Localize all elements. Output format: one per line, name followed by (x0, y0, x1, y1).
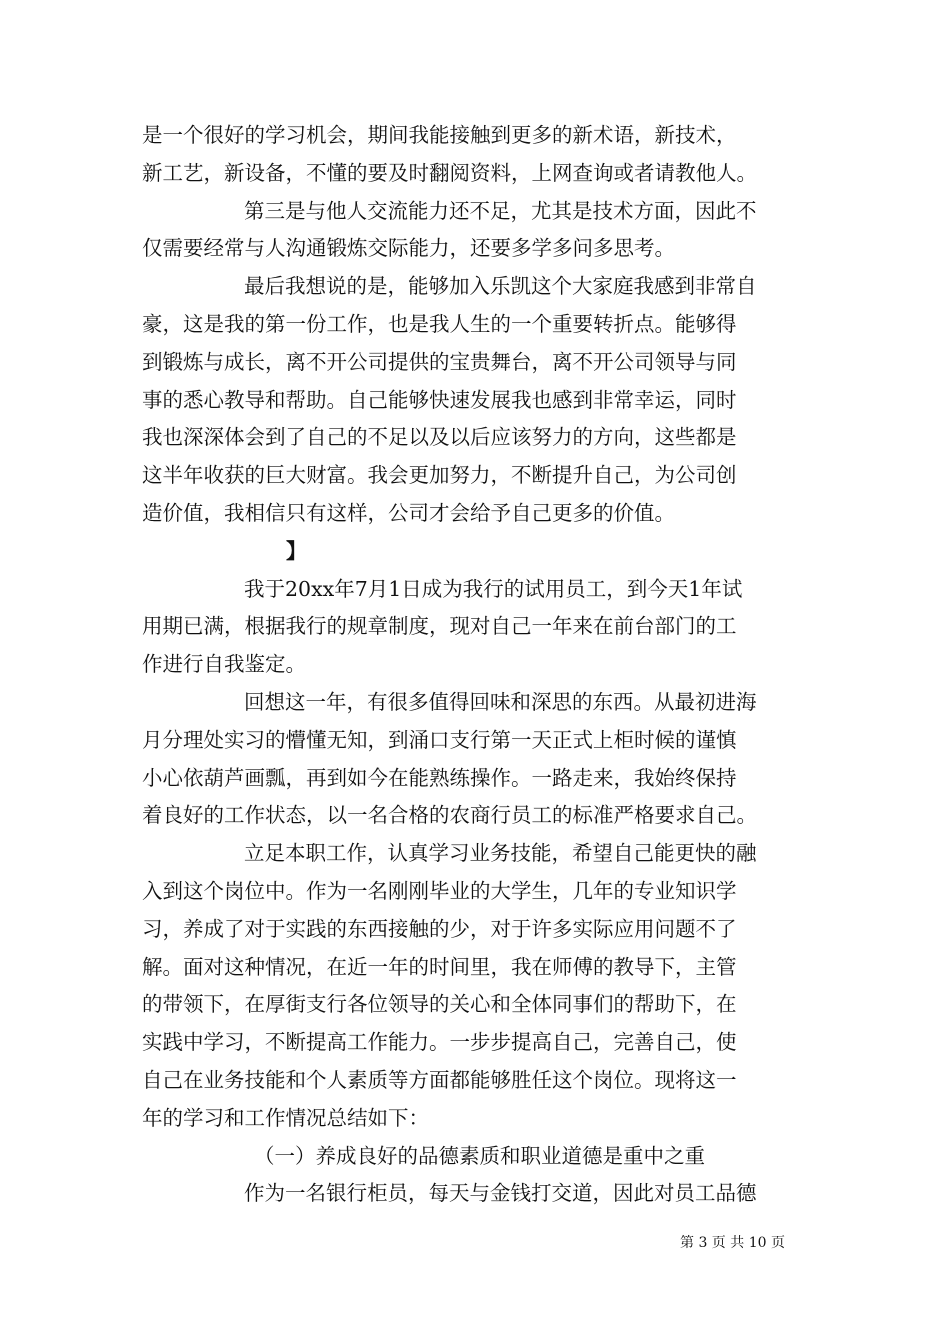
text-line: 事的悉心教导和帮助。自己能够快速发展我也感到非常幸运，同时 (142, 387, 737, 412)
paragraph-reflection (142, 684, 812, 835)
text-line: 我于20xx年7月1日成为我行的试用员工，到今天1年试 (244, 576, 743, 601)
paragraph-ethics (142, 1175, 812, 1213)
heading-text: （一）养成良好的品德素质和职业道德是重中之重 (254, 1143, 705, 1168)
paragraph-communication (142, 193, 812, 269)
paragraph-closing (142, 268, 812, 533)
text-line: 到锻炼与成长，离不开公司提供的宝贵舞台，离不开公司领导与同 (142, 349, 737, 374)
text-line: 小心依葫芦画瓢，再到如今在能熟练操作。一路走来，我始终保持 (142, 765, 737, 790)
text-line: 第三是与他人交流能力还不足，尤其是技术方面，因此不 (244, 198, 757, 223)
bracket-mark: 】 (286, 538, 307, 563)
text-line: 年的学习和工作情况总结如下： (142, 1105, 429, 1130)
text-line: 的带领下，在厚街支行各位领导的关心和全体同事们的帮助下，在 (142, 992, 737, 1017)
document-body (142, 117, 812, 1213)
text-line: 最后我想说的是，能够加入乐凯这个大家庭我感到非常自 (244, 274, 757, 299)
text-line: 习，养成了对于实践的东西接触的少，对于许多实际应用问题不了 (142, 916, 737, 941)
text-line: 立足本职工作，认真学习业务技能，希望自己能更快的融 (244, 841, 757, 866)
text-line: 着良好的工作状态，以一名合格的农商行员工的标准严格要求自己。 (142, 803, 757, 828)
section-bracket (142, 533, 812, 571)
text-line: 我也深深体会到了自己的不足以及以后应该努力的方向，这些都是 (142, 425, 737, 450)
text-line: 仅需要经常与人沟通锻炼交际能力，还要多学多问多思考。 (142, 236, 675, 261)
text-line: 解。面对这种情况，在近一年的时间里，我在师傅的教导下，主管 (142, 954, 737, 979)
paragraph-continuation (142, 117, 812, 193)
page-footer: 第 3 页 共 10 页 (680, 1235, 785, 1251)
text-line: 自己在业务技能和个人素质等方面都能够胜任这个岗位。现将这一 (142, 1067, 737, 1092)
text-line: 造价值，我相信只有这样，公司才会给予自己更多的价值。 (142, 500, 675, 525)
paragraph-learning (142, 835, 812, 1137)
section-heading (142, 1138, 812, 1176)
text-line: 这半年收获的巨大财富。我会更加努力，不断提升自己，为公司创 (142, 463, 737, 488)
text-line: 是一个很好的学习机会，期间我能接触到更多的新术语，新技术， (142, 123, 737, 147)
text-line: 新工艺，新设备，不懂的要及时翻阅资料，上网查询或者请教他人。 (142, 160, 757, 185)
text-line: 入到这个岗位中。作为一名刚刚毕业的大学生，几年的专业知识学 (142, 878, 737, 903)
text-line: 豪，这是我的第一份工作，也是我人生的一个重要转折点。能够得 (142, 311, 737, 336)
text-line: 实践中学习，不断提高工作能力。一步步提高自己，完善自己，使 (142, 1030, 737, 1055)
paragraph-intro (142, 571, 812, 684)
text-line: 用期已满，根据我行的规章制度，现对自己一年来在前台部门的工 (142, 614, 737, 639)
text-line: 月分理处实习的懵懂无知，到涌口支行第一天正式上柜时候的谨慎 (142, 727, 737, 752)
text-line: 作进行自我鉴定。 (142, 652, 306, 677)
text-line: 回想这一年，有很多值得回味和深思的东西。从最初进海 (244, 689, 757, 714)
text-line: 作为一名银行柜员，每天与金钱打交道，因此对员工品德 (244, 1181, 757, 1206)
